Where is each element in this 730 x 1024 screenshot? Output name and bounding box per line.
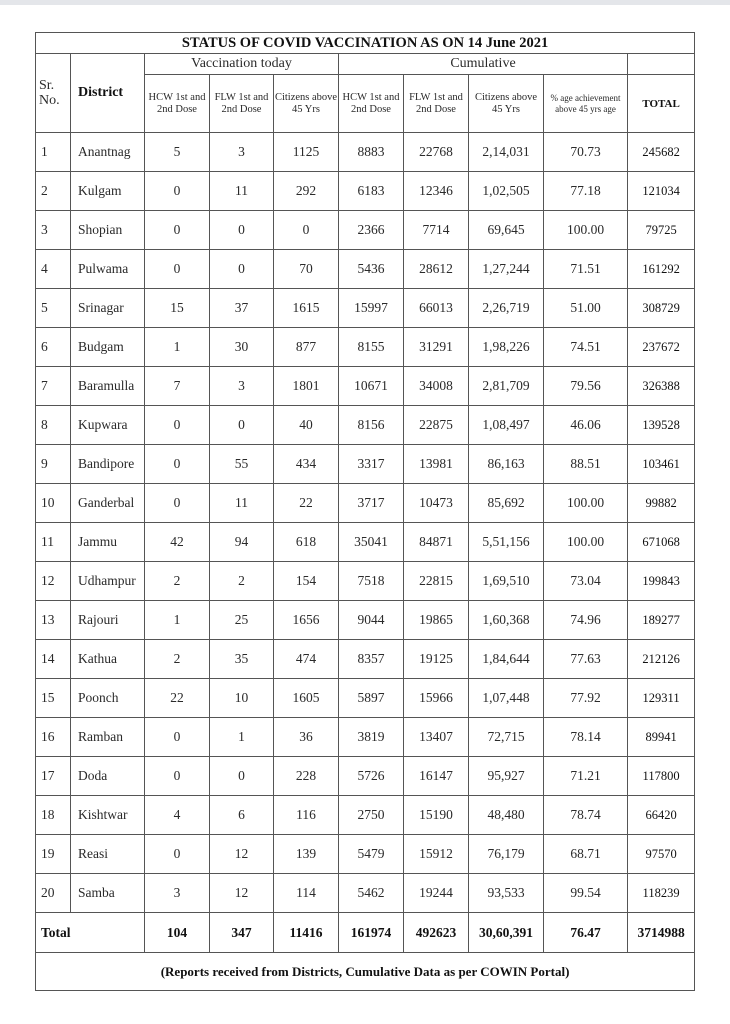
- cumulative-flw-cell: 15912: [404, 835, 469, 874]
- cumulative-flw-cell: 13981: [404, 445, 469, 484]
- total-cell: 139528: [628, 406, 695, 445]
- pct-achievement-cell: 100.00: [544, 523, 628, 562]
- table-row: [36, 133, 695, 172]
- cumulative-citizens-cell: 48,480: [469, 796, 544, 835]
- today-hcw-cell: 0: [145, 835, 210, 874]
- table-row: [36, 406, 695, 445]
- pct-achievement-cell: 73.04: [544, 562, 628, 601]
- sr-no-cell: 11: [36, 523, 71, 562]
- pct-achievement-cell: 77.92: [544, 679, 628, 718]
- total-cell: 212126: [628, 640, 695, 679]
- cumulative-flw-cell: 7714: [404, 211, 469, 250]
- vaccination-status-table: [35, 32, 695, 991]
- table-row: [36, 523, 695, 562]
- today-flw-cell: 12: [210, 835, 274, 874]
- district-cell: Budgam: [71, 328, 145, 367]
- total-cell: 118239: [628, 874, 695, 913]
- today-hcw-cell: 0: [145, 445, 210, 484]
- cumulative-citizens-cell: 86,163: [469, 445, 544, 484]
- today-citizens-cell: 154: [274, 562, 339, 601]
- cumulative-flw-cell: 19865: [404, 601, 469, 640]
- sr-no-cell: 6: [36, 328, 71, 367]
- today-citizens-cell: 36: [274, 718, 339, 757]
- cumulative-citizens-cell: 72,715: [469, 718, 544, 757]
- today-citizens-cell: 292: [274, 172, 339, 211]
- table-title: STATUS OF COVID VACCINATION AS ON 14 June 2021: [36, 33, 695, 54]
- cumulative-hcw-cell: 10671: [339, 367, 404, 406]
- total-cell: 117800: [628, 757, 695, 796]
- table-row: [36, 679, 695, 718]
- today-hcw-cell: 3: [145, 874, 210, 913]
- totals-cumulative-hcw-cell: 161974: [339, 913, 404, 953]
- cumulative-flw-cell: 22768: [404, 133, 469, 172]
- pct-achievement-cell: 78.74: [544, 796, 628, 835]
- table-row: [36, 289, 695, 328]
- header-today-hcw: HCW 1st and 2nd Dose: [145, 75, 210, 133]
- total-cell: 671068: [628, 523, 695, 562]
- today-citizens-cell: 228: [274, 757, 339, 796]
- sr-no-cell: 16: [36, 718, 71, 757]
- district-cell: Jammu: [71, 523, 145, 562]
- sr-no-cell: 18: [36, 796, 71, 835]
- district-cell: Udhampur: [71, 562, 145, 601]
- table-row: [36, 328, 695, 367]
- today-flw-cell: 55: [210, 445, 274, 484]
- pct-achievement-cell: 77.63: [544, 640, 628, 679]
- today-hcw-cell: 7: [145, 367, 210, 406]
- today-hcw-cell: 0: [145, 718, 210, 757]
- today-flw-cell: 12: [210, 874, 274, 913]
- today-citizens-cell: 1605: [274, 679, 339, 718]
- sr-no-cell: 3: [36, 211, 71, 250]
- cumulative-flw-cell: 19125: [404, 640, 469, 679]
- today-hcw-cell: 0: [145, 211, 210, 250]
- cumulative-hcw-cell: 15997: [339, 289, 404, 328]
- district-cell: Pulwama: [71, 250, 145, 289]
- district-cell: Kathua: [71, 640, 145, 679]
- cumulative-hcw-cell: 5897: [339, 679, 404, 718]
- footer-note: (Reports received from Districts, Cumulative Data as per COWIN Portal): [36, 953, 695, 991]
- footer-row: [36, 953, 695, 991]
- district-cell: Anantnag: [71, 133, 145, 172]
- sr-no-cell: 14: [36, 640, 71, 679]
- totals-cumulative-flw-cell: 492623: [404, 913, 469, 953]
- today-citizens-cell: 1125: [274, 133, 339, 172]
- total-cell: 129311: [628, 679, 695, 718]
- totals-pct-achievement-cell: 76.47: [544, 913, 628, 953]
- today-citizens-cell: 1615: [274, 289, 339, 328]
- header-cumulative-pct: % age achievement above 45 yrs age: [544, 75, 628, 133]
- sr-no-cell: 7: [36, 367, 71, 406]
- cumulative-flw-cell: 15966: [404, 679, 469, 718]
- sr-no-cell: 1: [36, 133, 71, 172]
- table-row: [36, 250, 695, 289]
- header-today-flw: FLW 1st and 2nd Dose: [210, 75, 274, 133]
- district-cell: Ramban: [71, 718, 145, 757]
- today-citizens-cell: 474: [274, 640, 339, 679]
- pct-achievement-cell: 74.96: [544, 601, 628, 640]
- cumulative-citizens-cell: 1,98,226: [469, 328, 544, 367]
- today-citizens-cell: 618: [274, 523, 339, 562]
- today-flw-cell: 3: [210, 367, 274, 406]
- district-cell: Kulgam: [71, 172, 145, 211]
- cumulative-flw-cell: 34008: [404, 367, 469, 406]
- cumulative-citizens-cell: 1,27,244: [469, 250, 544, 289]
- cumulative-flw-cell: 22815: [404, 562, 469, 601]
- cumulative-hcw-cell: 2366: [339, 211, 404, 250]
- cumulative-hcw-cell: 2750: [339, 796, 404, 835]
- total-cell: 245682: [628, 133, 695, 172]
- today-flw-cell: 0: [210, 406, 274, 445]
- today-hcw-cell: 0: [145, 757, 210, 796]
- cumulative-citizens-cell: 85,692: [469, 484, 544, 523]
- today-flw-cell: 94: [210, 523, 274, 562]
- table-row: [36, 172, 695, 211]
- cumulative-flw-cell: 15190: [404, 796, 469, 835]
- today-hcw-cell: 0: [145, 250, 210, 289]
- header-today-citizens: Citizens above 45 Yrs: [274, 75, 339, 133]
- sr-no-cell: 12: [36, 562, 71, 601]
- sr-no-cell: 19: [36, 835, 71, 874]
- totals-today-flw-cell: 347: [210, 913, 274, 953]
- today-hcw-cell: 2: [145, 640, 210, 679]
- today-flw-cell: 30: [210, 328, 274, 367]
- today-flw-cell: 37: [210, 289, 274, 328]
- totals-today-citizens-cell: 11416: [274, 913, 339, 953]
- cumulative-hcw-cell: 3717: [339, 484, 404, 523]
- today-citizens-cell: 0: [274, 211, 339, 250]
- today-flw-cell: 6: [210, 796, 274, 835]
- cumulative-citizens-cell: 1,84,644: [469, 640, 544, 679]
- totals-today-hcw-cell: 104: [145, 913, 210, 953]
- cumulative-flw-cell: 28612: [404, 250, 469, 289]
- cumulative-hcw-cell: 3819: [339, 718, 404, 757]
- sr-no-cell: 8: [36, 406, 71, 445]
- today-hcw-cell: 0: [145, 406, 210, 445]
- table-row: [36, 874, 695, 913]
- today-hcw-cell: 1: [145, 328, 210, 367]
- pct-achievement-cell: 77.18: [544, 172, 628, 211]
- totals-grand-total-cell: 3714988: [628, 913, 695, 953]
- header-blank: [628, 54, 695, 75]
- sr-no-cell: 5: [36, 289, 71, 328]
- total-cell: 89941: [628, 718, 695, 757]
- today-flw-cell: 0: [210, 757, 274, 796]
- cumulative-citizens-cell: 93,533: [469, 874, 544, 913]
- table-row: [36, 718, 695, 757]
- district-cell: Doda: [71, 757, 145, 796]
- today-hcw-cell: 0: [145, 172, 210, 211]
- today-flw-cell: 0: [210, 211, 274, 250]
- today-hcw-cell: 42: [145, 523, 210, 562]
- header-cumulative-flw: FLW 1st and 2nd Dose: [404, 75, 469, 133]
- cumulative-flw-cell: 31291: [404, 328, 469, 367]
- total-cell: 308729: [628, 289, 695, 328]
- cumulative-hcw-cell: 5462: [339, 874, 404, 913]
- table-row: [36, 835, 695, 874]
- header-district: District: [71, 54, 145, 133]
- cumulative-flw-cell: 66013: [404, 289, 469, 328]
- today-citizens-cell: 114: [274, 874, 339, 913]
- today-hcw-cell: 4: [145, 796, 210, 835]
- district-cell: Shopian: [71, 211, 145, 250]
- table-row: [36, 562, 695, 601]
- today-hcw-cell: 15: [145, 289, 210, 328]
- today-flw-cell: 10: [210, 679, 274, 718]
- today-citizens-cell: 1801: [274, 367, 339, 406]
- sr-no-cell: 4: [36, 250, 71, 289]
- today-citizens-cell: 877: [274, 328, 339, 367]
- totals-label: Total: [36, 913, 145, 953]
- cumulative-hcw-cell: 8357: [339, 640, 404, 679]
- total-cell: 326388: [628, 367, 695, 406]
- today-flw-cell: 25: [210, 601, 274, 640]
- pct-achievement-cell: 70.73: [544, 133, 628, 172]
- pct-achievement-cell: 99.54: [544, 874, 628, 913]
- cumulative-flw-cell: 19244: [404, 874, 469, 913]
- cumulative-hcw-cell: 35041: [339, 523, 404, 562]
- district-cell: Kupwara: [71, 406, 145, 445]
- cumulative-citizens-cell: 1,07,448: [469, 679, 544, 718]
- table-row: [36, 757, 695, 796]
- table-row: [36, 445, 695, 484]
- cumulative-citizens-cell: 5,51,156: [469, 523, 544, 562]
- cumulative-citizens-cell: 1,60,368: [469, 601, 544, 640]
- sr-no-cell: 15: [36, 679, 71, 718]
- today-citizens-cell: 139: [274, 835, 339, 874]
- district-cell: Samba: [71, 874, 145, 913]
- total-cell: 237672: [628, 328, 695, 367]
- today-flw-cell: 1: [210, 718, 274, 757]
- table-row: [36, 796, 695, 835]
- today-citizens-cell: 40: [274, 406, 339, 445]
- total-cell: 79725: [628, 211, 695, 250]
- district-cell: Poonch: [71, 679, 145, 718]
- cumulative-hcw-cell: 8156: [339, 406, 404, 445]
- cumulative-citizens-cell: 95,927: [469, 757, 544, 796]
- header-group-cumulative: Cumulative: [339, 54, 628, 75]
- header-cumulative-citizens: Citizens above 45 Yrs: [469, 75, 544, 133]
- pct-achievement-cell: 51.00: [544, 289, 628, 328]
- header-group-vaccination-today: Vaccination today: [145, 54, 339, 75]
- cumulative-hcw-cell: 9044: [339, 601, 404, 640]
- today-flw-cell: 11: [210, 172, 274, 211]
- district-cell: Kishtwar: [71, 796, 145, 835]
- cumulative-flw-cell: 13407: [404, 718, 469, 757]
- cumulative-hcw-cell: 7518: [339, 562, 404, 601]
- district-cell: Reasi: [71, 835, 145, 874]
- pct-achievement-cell: 88.51: [544, 445, 628, 484]
- table-row: [36, 367, 695, 406]
- district-cell: Bandipore: [71, 445, 145, 484]
- cumulative-citizens-cell: 2,14,031: [469, 133, 544, 172]
- cumulative-flw-cell: 16147: [404, 757, 469, 796]
- cumulative-hcw-cell: 5726: [339, 757, 404, 796]
- district-cell: Baramulla: [71, 367, 145, 406]
- header-total: TOTAL: [628, 75, 695, 133]
- cumulative-flw-cell: 10473: [404, 484, 469, 523]
- cumulative-citizens-cell: 1,08,497: [469, 406, 544, 445]
- cumulative-hcw-cell: 8155: [339, 328, 404, 367]
- cumulative-citizens-cell: 1,69,510: [469, 562, 544, 601]
- header-sr-no: Sr. No.: [36, 54, 71, 133]
- pct-achievement-cell: 46.06: [544, 406, 628, 445]
- table-row: [36, 484, 695, 523]
- sr-no-cell: 2: [36, 172, 71, 211]
- cumulative-citizens-cell: 2,26,719: [469, 289, 544, 328]
- today-citizens-cell: 116: [274, 796, 339, 835]
- cumulative-hcw-cell: 6183: [339, 172, 404, 211]
- today-citizens-cell: 434: [274, 445, 339, 484]
- table-row: [36, 211, 695, 250]
- cumulative-flw-cell: 12346: [404, 172, 469, 211]
- district-cell: Srinagar: [71, 289, 145, 328]
- cumulative-hcw-cell: 5479: [339, 835, 404, 874]
- totals-row: [36, 913, 695, 953]
- today-citizens-cell: 22: [274, 484, 339, 523]
- cumulative-citizens-cell: 1,02,505: [469, 172, 544, 211]
- pct-achievement-cell: 74.51: [544, 328, 628, 367]
- pct-achievement-cell: 100.00: [544, 211, 628, 250]
- table-row: [36, 640, 695, 679]
- totals-cumulative-citizens-cell: 30,60,391: [469, 913, 544, 953]
- cumulative-hcw-cell: 8883: [339, 133, 404, 172]
- today-hcw-cell: 22: [145, 679, 210, 718]
- sr-no-cell: 13: [36, 601, 71, 640]
- header-cumulative-hcw: HCW 1st and 2nd Dose: [339, 75, 404, 133]
- pct-achievement-cell: 68.71: [544, 835, 628, 874]
- today-flw-cell: 0: [210, 250, 274, 289]
- cumulative-citizens-cell: 76,179: [469, 835, 544, 874]
- today-citizens-cell: 70: [274, 250, 339, 289]
- cumulative-citizens-cell: 69,645: [469, 211, 544, 250]
- total-cell: 99882: [628, 484, 695, 523]
- cumulative-citizens-cell: 2,81,709: [469, 367, 544, 406]
- table-row: [36, 601, 695, 640]
- pct-achievement-cell: 79.56: [544, 367, 628, 406]
- total-cell: 97570: [628, 835, 695, 874]
- today-hcw-cell: 5: [145, 133, 210, 172]
- cumulative-hcw-cell: 5436: [339, 250, 404, 289]
- today-flw-cell: 2: [210, 562, 274, 601]
- today-hcw-cell: 1: [145, 601, 210, 640]
- sr-no-cell: 20: [36, 874, 71, 913]
- today-flw-cell: 11: [210, 484, 274, 523]
- cumulative-hcw-cell: 3317: [339, 445, 404, 484]
- pct-achievement-cell: 78.14: [544, 718, 628, 757]
- sr-no-cell: 9: [36, 445, 71, 484]
- total-cell: 161292: [628, 250, 695, 289]
- total-cell: 189277: [628, 601, 695, 640]
- cumulative-flw-cell: 22875: [404, 406, 469, 445]
- today-citizens-cell: 1656: [274, 601, 339, 640]
- today-hcw-cell: 2: [145, 562, 210, 601]
- total-cell: 121034: [628, 172, 695, 211]
- pct-achievement-cell: 100.00: [544, 484, 628, 523]
- sr-no-cell: 10: [36, 484, 71, 523]
- total-cell: 199843: [628, 562, 695, 601]
- pct-achievement-cell: 71.21: [544, 757, 628, 796]
- district-cell: Rajouri: [71, 601, 145, 640]
- total-cell: 66420: [628, 796, 695, 835]
- today-hcw-cell: 0: [145, 484, 210, 523]
- today-flw-cell: 35: [210, 640, 274, 679]
- today-flw-cell: 3: [210, 133, 274, 172]
- top-bar: [0, 0, 730, 5]
- total-cell: 103461: [628, 445, 695, 484]
- district-cell: Ganderbal: [71, 484, 145, 523]
- cumulative-flw-cell: 84871: [404, 523, 469, 562]
- sr-no-cell: 17: [36, 757, 71, 796]
- pct-achievement-cell: 71.51: [544, 250, 628, 289]
